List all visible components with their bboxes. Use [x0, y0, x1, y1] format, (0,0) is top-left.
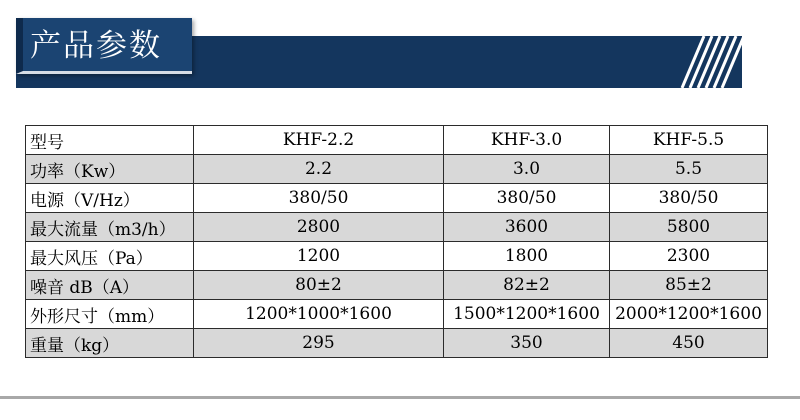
table-cell: 2300 — [610, 242, 768, 271]
table-cell: 1500*1200*1600 — [444, 300, 610, 329]
row-label: 重量（kg） — [26, 329, 194, 358]
table-cell: 450 — [610, 329, 768, 358]
table-row — [26, 271, 768, 300]
row-label: 最大风压（Pa） — [26, 242, 194, 271]
bottom-divider — [0, 396, 800, 399]
table-cell: 295 — [194, 329, 444, 358]
row-label: 电源（V/Hz） — [26, 184, 194, 213]
table-cell: KHF-3.0 — [444, 126, 610, 155]
table-cell: 380/50 — [444, 184, 610, 213]
table-cell: 82±2 — [444, 271, 610, 300]
table-row — [26, 300, 768, 329]
page-title: 产品参数 — [30, 28, 162, 64]
table-cell: 2.2 — [194, 155, 444, 184]
table-cell: 85±2 — [610, 271, 768, 300]
table-cell: 5.5 — [610, 155, 768, 184]
table-cell: 5800 — [610, 213, 768, 242]
table-row — [26, 184, 768, 213]
table-cell: 3600 — [444, 213, 610, 242]
table-cell: 3.0 — [444, 155, 610, 184]
row-label: 噪音 dB（A） — [26, 271, 194, 300]
table-cell: 350 — [444, 329, 610, 358]
row-label: 最大流量（m3/h） — [26, 213, 194, 242]
table-cell: KHF-2.2 — [194, 126, 444, 155]
table-row — [26, 126, 768, 155]
table-row — [26, 155, 768, 184]
table-cell: KHF-5.5 — [610, 126, 768, 155]
table-cell: 1800 — [444, 242, 610, 271]
table-cell: 2800 — [194, 213, 444, 242]
row-label: 型号 — [26, 126, 194, 155]
table-cell: 80±2 — [194, 271, 444, 300]
row-label: 功率（Kw） — [26, 155, 194, 184]
table-row — [26, 213, 768, 242]
table-cell: 1200*1000*1600 — [194, 300, 444, 329]
table-cell: 2000*1200*1600 — [610, 300, 768, 329]
table-cell: 380/50 — [194, 184, 444, 213]
table-cell: 1200 — [194, 242, 444, 271]
table-cell: 380/50 — [610, 184, 768, 213]
table-row — [26, 242, 768, 271]
row-label: 外形尺寸（mm） — [26, 300, 194, 329]
decorative-stripes — [668, 36, 742, 88]
spec-table — [25, 125, 768, 358]
table-row — [26, 329, 768, 358]
